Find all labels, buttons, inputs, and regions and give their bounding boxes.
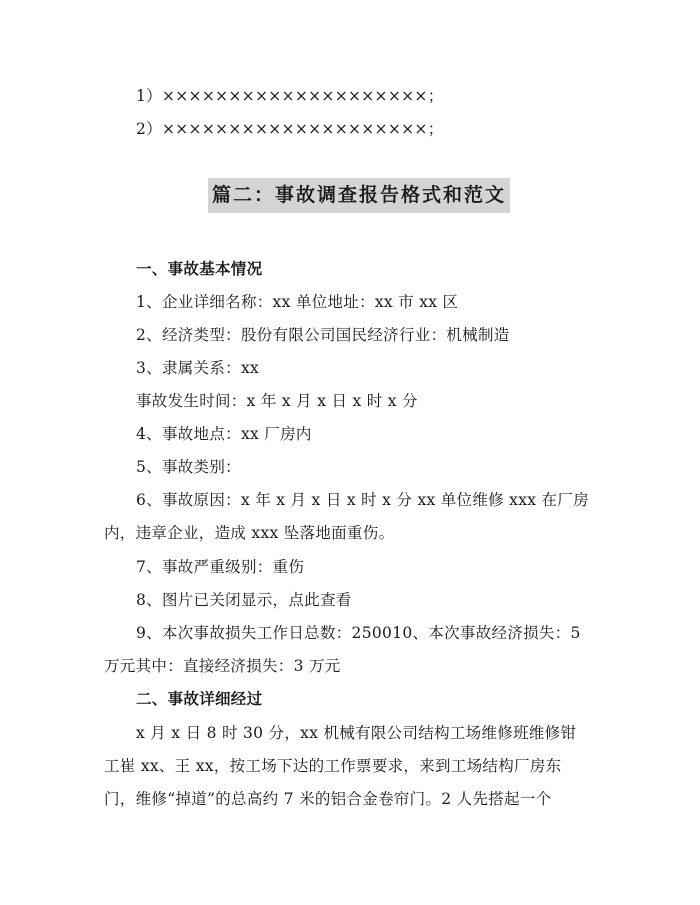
accident-cause-line1: 6、事故原因：x 年 x 月 x 日 x 时 x 分 xx 单位维修 xxx 在厂房 [136,491,589,509]
accident-severity: 7、事故严重级别：重伤 [136,558,305,576]
company-info: 1、企业详细名称：xx 单位地址：xx 市 xx 区 [136,293,459,311]
list-item-1: 1）××××××××××××××××××××； [136,87,444,105]
detail-paragraph-line3: 门，维修“掉道”的总高约 7 米的铝合金卷帘门。2 人先搭起一个 [104,790,552,808]
list-item-2: 2）××××××××××××××××××××； [136,120,444,138]
economy-type: 2、经济类型：股份有限公司国民经济行业：机械制造 [136,326,510,344]
image-note: 8、图片已关闭显示，点此查看 [136,591,352,609]
loss-line2: 万元其中：直接经济损失：3 万元 [104,657,341,675]
section-title: 篇二：事故调查报告格式和范文 [208,178,510,213]
accident-time: 事故发生时间：x 年 x 月 x 日 x 时 x 分 [136,392,418,410]
part1-heading: 一、事故基本情况 [136,259,263,278]
accident-location: 4、事故地点：xx 厂房内 [136,425,312,443]
detail-paragraph-line1: x 月 x 日 8 时 30 分，xx 机械有限公司结构工场维修班维修钳 [136,724,577,742]
detail-paragraph-line2: 工崔 xx、王 xx，按工场下达的工作票要求，来到工场结构厂房东 [104,757,562,775]
accident-cause-line2: 内，违章企业，造成 xxx 坠落地面重伤。 [104,524,395,542]
accident-category: 5、事故类别： [136,458,241,476]
part2-heading: 二、事故详细经过 [136,689,263,708]
loss-line1: 9、本次事故损失工作日总数：250010、本次事故经济损失：5 [136,624,581,642]
affiliation: 3、隶属关系：xx [136,359,260,377]
